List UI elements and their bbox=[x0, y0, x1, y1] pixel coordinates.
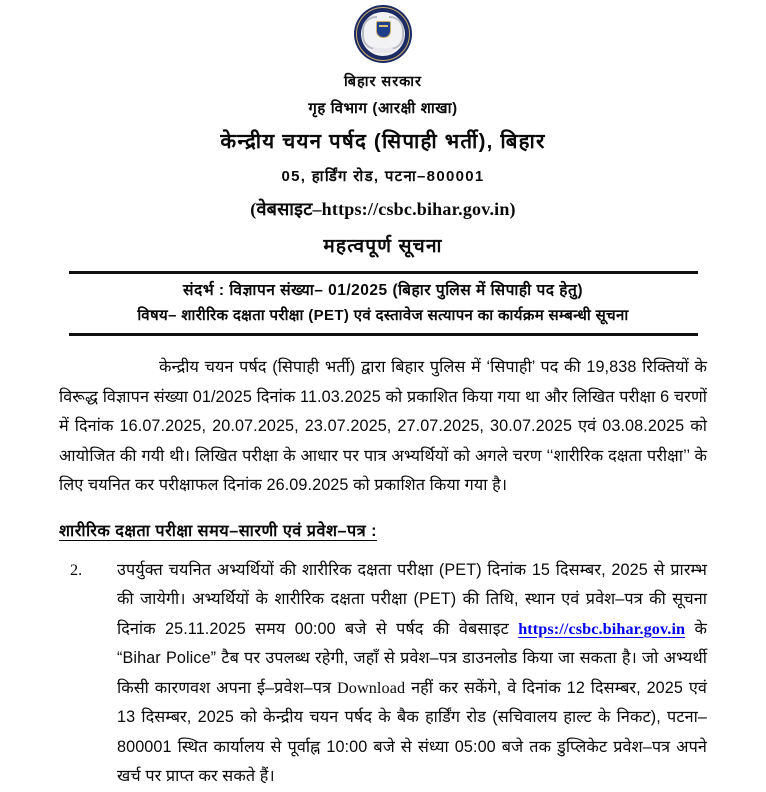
emblem-wreath-left-icon bbox=[362, 16, 377, 50]
item-2-text-tail: नहीं कर सकेंगे, वे दिनांक 12 दिसम्बर, 2025 एवं 13 दिसम्बर, 2025 को केन्द्रीय चयन पर्षद के बैक हार्डिंग रोड (सचिवालय हाल्ट के निकट), पटना– 800001 स्थित कार्यालय से पूर्वाह्न 10:00 बजे से संध्या 05:00 बजे तक डुप्लिकेट प्रवेश–पत्र अपने खर्च पर प्राप्त कर सकते हैं। bbox=[117, 678, 707, 786]
numbered-item-2 bbox=[59, 556, 707, 792]
document-body bbox=[59, 353, 707, 791]
document-header bbox=[0, 71, 766, 258]
item-2-text-after-link: के “Bihar Police” टैब पर उपलब्ध रहेगी, जहाँ से प्रवेश–पत्र डाउनलोड किया जा सकता है। जो अभ्यर्थी किसी कारणवश अपना ई–प्रवेश–पत्र bbox=[117, 619, 707, 697]
item-2-download-word: Download bbox=[336, 678, 406, 697]
emblem-container bbox=[0, 0, 766, 63]
reference-line: संदर्भ : विज्ञापन संख्या– 01/2025 (बिहार पुलिस में सिपाही पद हेतु) bbox=[182, 282, 584, 299]
csbc-bihar-police-emblem-icon bbox=[354, 5, 412, 63]
header-website: (वेबसाइट–https://csbc.bihar.gov.in) bbox=[250, 199, 516, 219]
emblem-base-band bbox=[373, 48, 393, 53]
section-heading-pet-schedule: शारीरिक दक्षता परीक्षा समय–सारणी एवं प्रवेश–पत्र : bbox=[59, 521, 378, 540]
office-address: 05, हार्डिंग रोड, पटना–800001 bbox=[281, 168, 485, 185]
notice-title: महत्वपूर्ण सूचना bbox=[323, 236, 443, 257]
item-2-body bbox=[117, 556, 707, 792]
board-name: केन्द्रीय चयन पर्षद (सिपाही भर्ती), बिहार bbox=[220, 130, 546, 153]
reference-subject-box bbox=[69, 271, 698, 336]
subject-line: विषय– शारीरिक दक्षता परीक्षा (PET) एवं दस्तावेज सत्यापन का कार्यक्रम सम्बन्धी सूचना bbox=[137, 307, 629, 325]
item-2-marker: 2. bbox=[70, 560, 83, 579]
emblem-shield-icon bbox=[376, 21, 391, 38]
csbc-website-link[interactable]: https://csbc.bihar.gov.in bbox=[518, 619, 686, 638]
paragraph-1: केन्द्रीय चयन पर्षद (सिपाही भर्ती) द्वारा बिहार पुलिस में ‘सिपाही’ पद की 19,838 रिक्तियों के विरूद्ध विज्ञापन संख्या 01/2025 दिनांक 11.03.2025 को प्रकाशित किया गया था और लिखित परीक्षा 6 चरणों में दिनांक 16.07.2025, 20.07.2025, 23.07.2025, 27.07.2025, 30.07.2025 एवं 03.08.2025 को आयोजित की गयी थी। लिखित परीक्षा के आधार पर पात्र अभ्यर्थियों को अगले चरण ‘‘शारीरिक दक्षता परीक्षा’’ के लिए चयनित कर परीक्षाफल दिनांक 26.09.2025 को प्रकाशित किया गया है। bbox=[59, 358, 707, 495]
government-name: बिहार सरकार bbox=[343, 74, 422, 90]
department-name: गृह विभाग (आरक्षी शाखा) bbox=[308, 100, 458, 117]
item-2-text-before-link: उपर्युक्त चयनित अभ्यर्थियों की शारीरिक दक्षता परीक्षा (PET) दिनांक 15 दिसम्बर, 2025 से प्रारम्भ की जायेगी। अभ्यर्थियों के शारीरिक दक्षता परीक्षा (PET) की तिथि, स्थान एवं प्रवेश–पत्र की सूचना दिनांक 25.11.2025 समय 00:00 बजे से पर्षद की वेबसाइट bbox=[117, 560, 707, 638]
